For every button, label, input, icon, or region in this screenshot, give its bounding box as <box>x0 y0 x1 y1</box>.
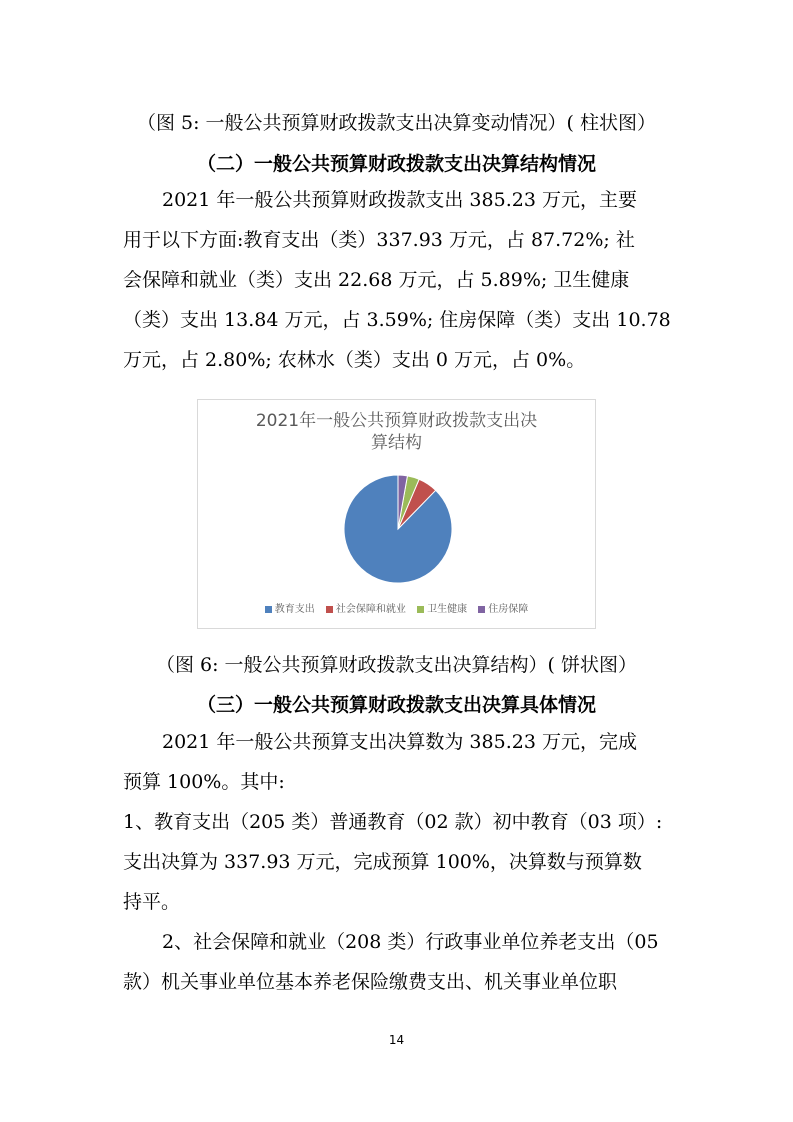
paragraph-line: （类）支出 13.84 万元，占 3.59%; 住房保障（类）支出 10.78 <box>123 309 671 331</box>
figure-5-caption: （图 5: 一般公共预算财政拨款支出决算变动情况）( 柱状图） <box>136 112 657 134</box>
paragraph-line: 用于以下方面:教育支出（类）337.93 万元，占 87.72%; 社 <box>123 229 635 251</box>
legend-item <box>265 600 315 615</box>
paragraph-line: 会保障和就业（类）支出 22.68 万元，占 5.89%; 卫生健康 <box>123 269 630 291</box>
pie-chart <box>197 399 596 629</box>
pie-svg <box>198 400 597 630</box>
paragraph-line: 持平。 <box>123 891 181 913</box>
paragraph-line: 支出决算为 337.93 万元，完成预算 100%，决算数与预算数 <box>123 851 642 873</box>
paragraph-line: 2、社会保障和就业（208 类）行政事业单位养老支出（05 <box>162 931 659 953</box>
paragraph-line: 预算 100%。其中: <box>123 771 285 793</box>
legend-item <box>417 600 467 615</box>
legend-swatch <box>265 606 272 613</box>
legend-item <box>478 600 528 615</box>
paragraph-line: 款）机关事业单位基本养老保险缴费支出、机关事业单位职 <box>123 971 618 993</box>
legend-swatch <box>478 606 485 613</box>
legend-swatch <box>326 606 333 613</box>
section-heading-3: （三）一般公共预算财政拨款支出决算具体情况 <box>196 694 596 716</box>
legend-swatch <box>417 606 424 613</box>
legend-label: 住房保障 <box>488 604 529 615</box>
page-number: 14 <box>388 1033 405 1047</box>
paragraph-line: 2021 年一般公共预算支出决算数为 385.23 万元，完成 <box>162 731 637 753</box>
legend-label: 社会保障和就业 <box>335 604 406 615</box>
chart-legend <box>198 600 595 615</box>
legend-label: 卫生健康 <box>427 604 468 615</box>
legend-label: 教育支出 <box>274 604 315 615</box>
chart-title-line: 算结构 <box>371 433 422 453</box>
chart-title-line: 2021年一般公共预算财政拨款支出决 <box>255 411 538 431</box>
paragraph-line: 万元，占 2.80%; 农林水（类）支出 0 万元，占 0%。 <box>123 349 586 371</box>
paragraph-line: 2021 年一般公共预算财政拨款支出 385.23 万元，主要 <box>162 189 637 211</box>
legend-item <box>326 600 406 615</box>
paragraph-line: 1、教育支出（205 类）普通教育（02 款）初中教育（03 项）: <box>123 811 663 833</box>
section-heading-2: （二）一般公共预算财政拨款支出决算结构情况 <box>196 153 596 175</box>
figure-6-caption: （图 6: 一般公共预算财政拨款支出决算结构）( 饼状图） <box>155 654 638 676</box>
